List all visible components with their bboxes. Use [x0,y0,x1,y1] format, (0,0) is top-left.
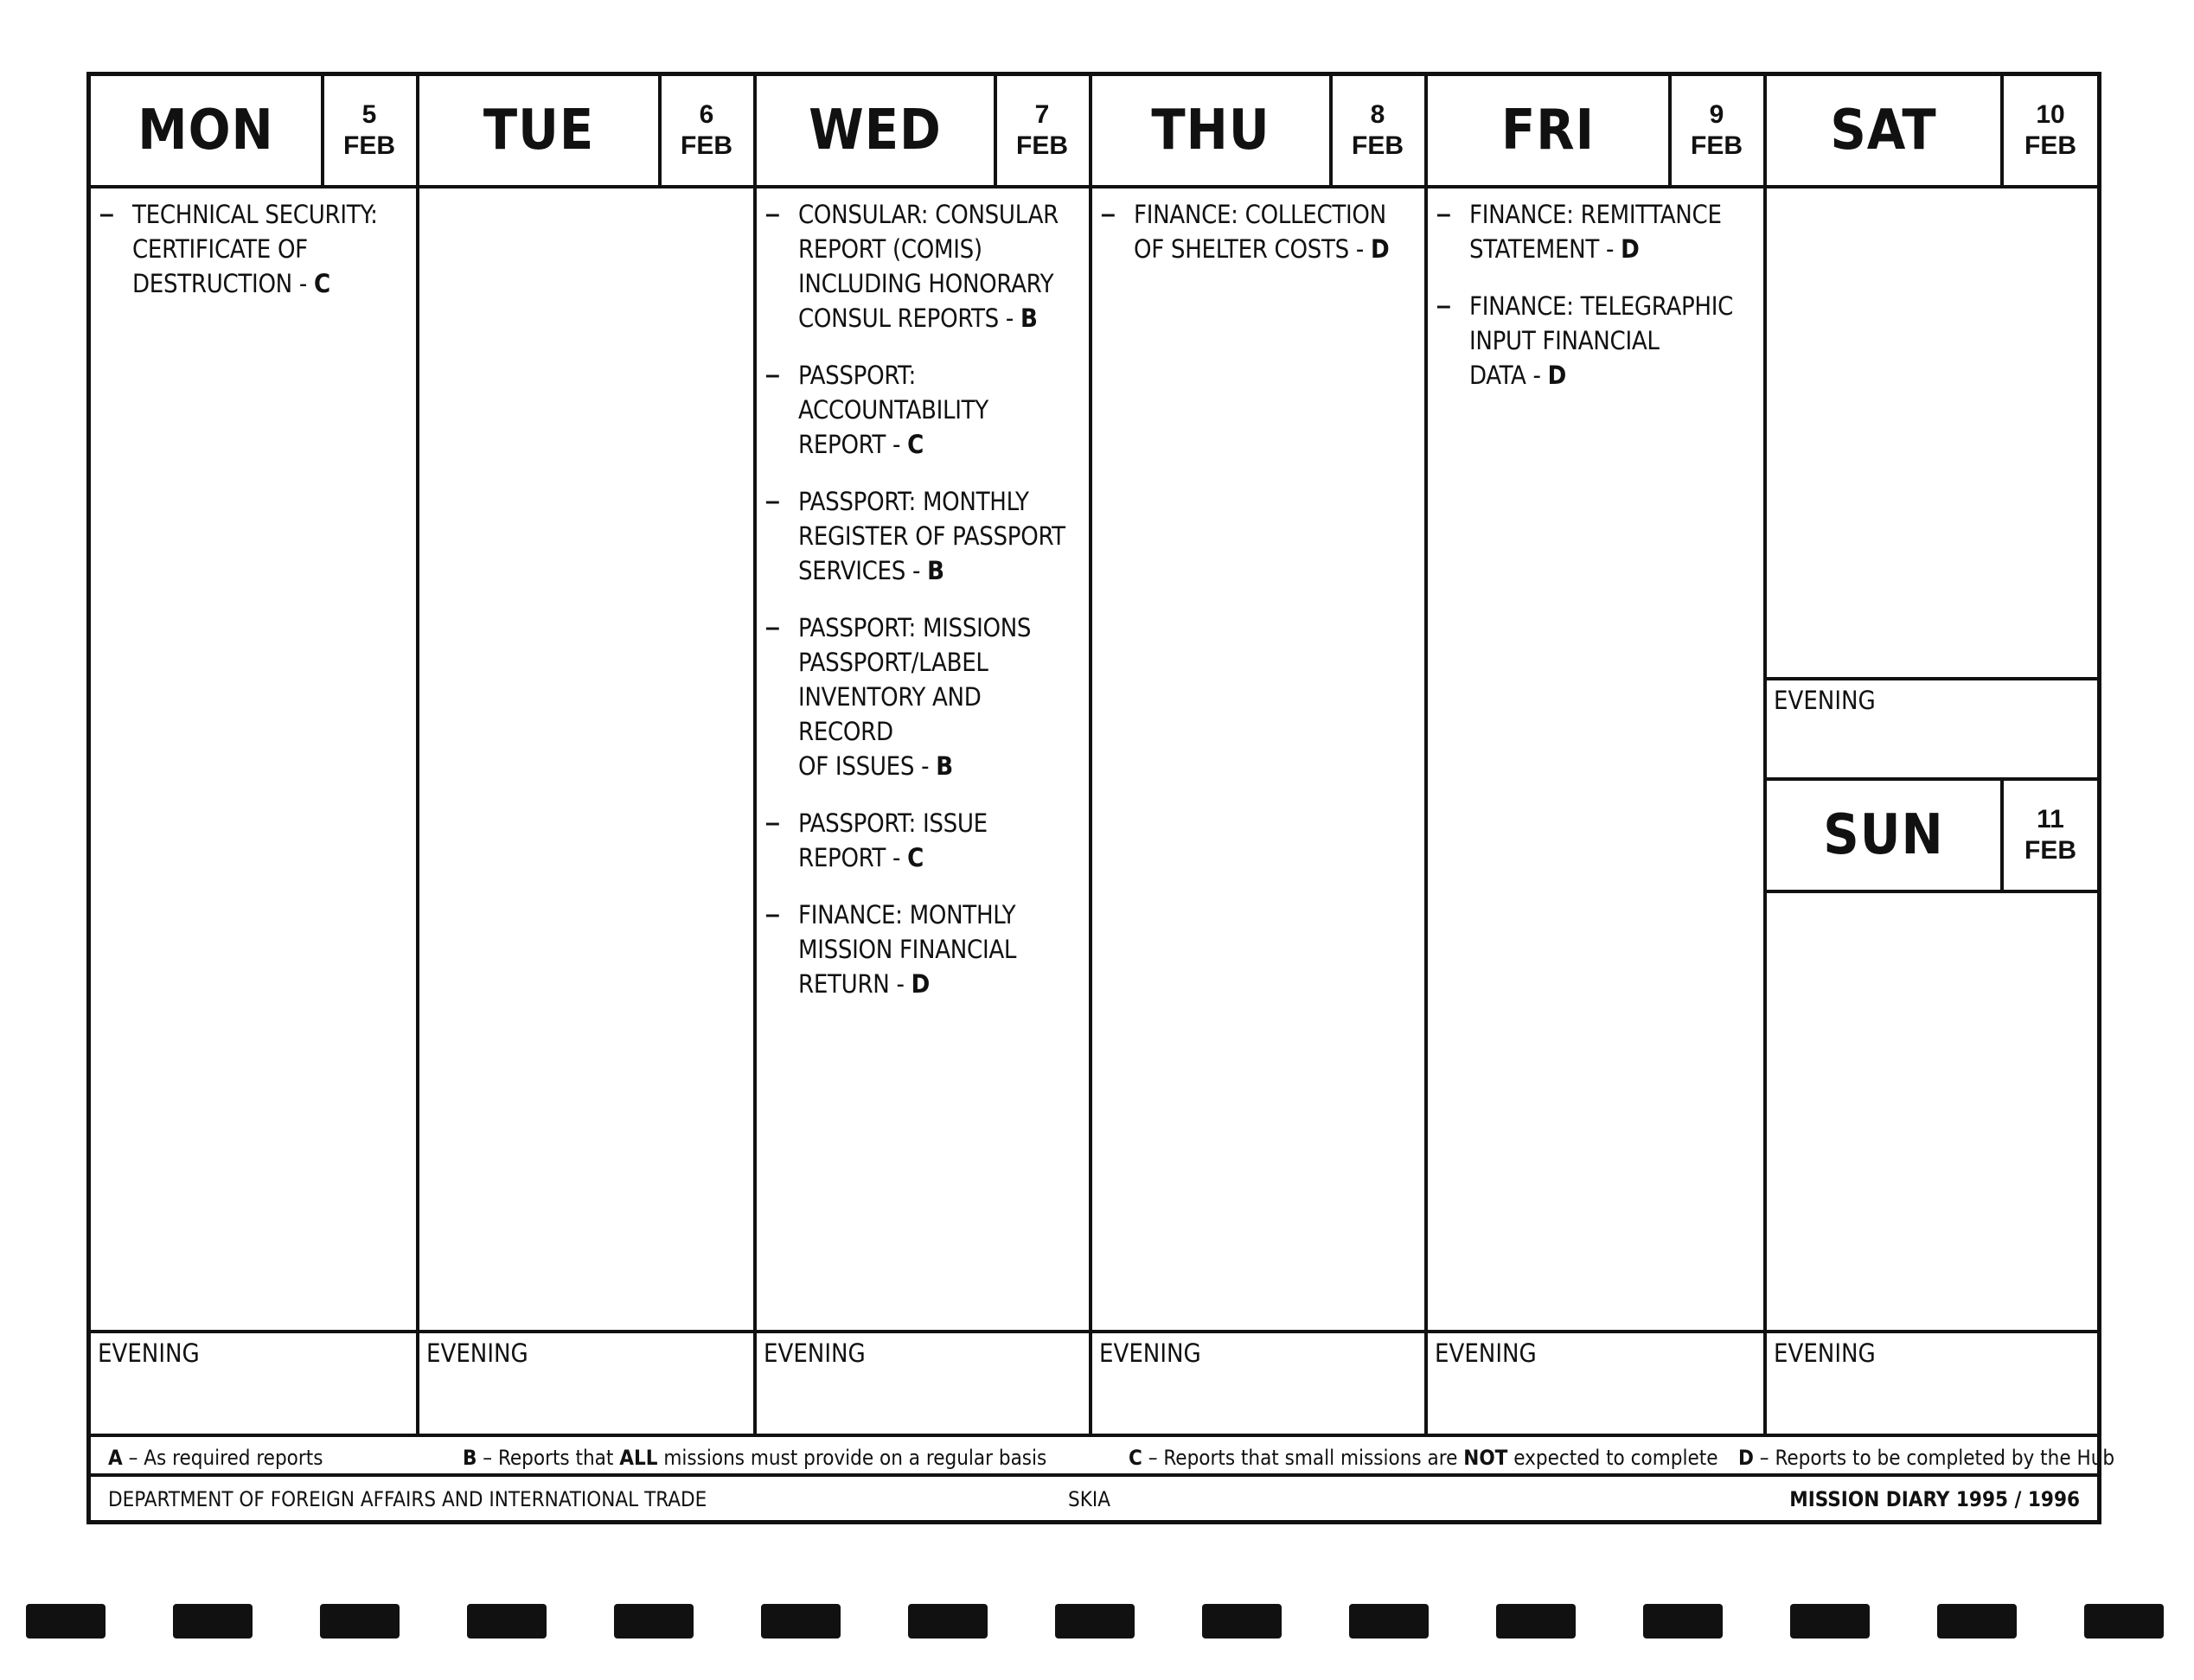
evening-label: EVENING [426,1338,528,1368]
day-number: 5 [361,100,377,129]
entry-text: FINANCE: COLLECTION OF SHELTER COSTS - [1134,200,1386,264]
day-number: 11 [2037,805,2064,834]
date-box [1670,76,1763,185]
month: FEB [1352,131,1404,160]
date-box [995,76,1089,185]
evening-section [91,1330,416,1434]
entry-code: C [907,843,924,872]
footer-center: SKIA [1068,1487,1110,1511]
entry-text: FINANCE: REMITTANCE STATEMENT - [1469,200,1722,264]
entry-code: D [1370,234,1390,264]
evening-label: EVENING [764,1338,866,1368]
perforation-mark [1349,1604,1429,1638]
day-name: SUN [1767,781,2004,890]
date-box [323,76,416,185]
perforation-mark [1202,1604,1282,1638]
day-name: MON [91,76,324,185]
perforation-mark [908,1604,988,1638]
date-box [2004,76,2097,185]
entry: – FINANCE: TELEGRAPHIC INPUT FINANCIAL DATA - D [1436,291,1734,390]
evening-section [1428,1330,1763,1434]
entry-text: TECHNICAL SECURITY: CERTIFICATE OF DESTRUCTION - [132,200,378,298]
perforation-mark [1055,1604,1135,1638]
day-name: SAT [1767,76,2004,185]
date-box [2004,781,2097,890]
perforation-mark [320,1604,400,1638]
evening-section [757,1330,1089,1434]
entry-text: PASSPORT: ACCOUNTABILITY REPORT - [798,361,988,459]
month: FEB [2024,836,2076,865]
perforation-mark [1496,1604,1576,1638]
day-number: 10 [2036,100,2065,129]
entry: – PASSPORT: MISSIONS PASSPORT/LABEL INVENTORY AND RECORD OF ISSUES - B [765,613,1032,781]
legend-item-d: D – Reports to be completed by the Hub [1738,1446,2115,1470]
entry: – FINANCE: COLLECTION OF SHELTER COSTS - D [1101,200,1390,264]
month: FEB [1691,131,1743,160]
entry: – PASSPORT: ISSUE REPORT - C [765,808,988,872]
date-box [660,76,753,185]
entry-code: C [907,430,924,459]
perforation-mark [761,1604,841,1638]
perforation-mark [467,1604,547,1638]
entry-text: FINANCE: MONTHLY MISSION FINANCIAL RETURN - [798,900,1017,999]
perforation-mark [26,1604,106,1638]
evening-label: EVENING [1774,1338,1876,1368]
day-name: TUE [419,76,662,185]
day-name: THU [1092,76,1333,185]
entry-text: PASSPORT: ISSUE REPORT - [798,808,988,872]
day-header [1428,76,1763,188]
entries [757,197,1089,1024]
legend [91,1434,2115,1477]
day-header-sun [1767,781,2097,893]
footer-diary-title: MISSION DIARY 1995 / 1996 [1789,1487,2080,1511]
day-column-mon [91,76,419,1434]
day-number: 8 [1370,100,1385,129]
evening-section [419,1330,753,1434]
day-name: WED [757,76,997,185]
day-name: FRI [1428,76,1672,185]
entry: – CONSULAR: CONSULAR REPORT (COMIS) INCLUDING HONORARY CONSUL REPORTS - B [765,200,1059,333]
footer [91,1477,2097,1520]
day-number: 6 [699,100,714,129]
entries [91,197,416,323]
entry-text: FINANCE: TELEGRAPHIC INPUT FINANCIAL DATA - [1469,291,1734,390]
footer-department: DEPARTMENT OF FOREIGN AFFAIRS AND INTERNATIONAL TRADE [108,1487,707,1511]
entry-text: PASSPORT: MISSIONS PASSPORT/LABEL INVENTORY AND RECORD OF ISSUES - [798,613,1032,781]
entry-code: D [1621,234,1640,264]
evening-label: EVENING [1099,1338,1201,1368]
entry-text: CONSULAR: CONSULAR REPORT (COMIS) INCLUDING HONORARY CONSUL REPORTS - [798,200,1059,333]
evening-label: EVENING [1435,1338,1537,1368]
entries [1092,197,1424,289]
perforation-mark [1643,1604,1723,1638]
entry: – FINANCE: MONTHLY MISSION FINANCIAL RETURN - D [765,900,1017,999]
date-box [1331,76,1424,185]
day-column-fri [1428,76,1767,1434]
entry-code: B [927,556,944,585]
perforation-mark [2084,1604,2164,1638]
evening-section-sat [1767,677,2097,781]
month: FEB [343,131,395,160]
day-header [1092,76,1424,188]
entry: – PASSPORT: ACCOUNTABILITY REPORT - C [765,361,988,459]
month: FEB [1016,131,1068,160]
perforation-mark [173,1604,253,1638]
evening-section [1092,1330,1424,1434]
day-header-sat [1767,76,2097,188]
entry: – FINANCE: REMITTANCE STATEMENT - D [1436,200,1722,264]
legend-item-c: C – Reports that small missions are NOT expected to complete [1129,1446,1718,1470]
entry: – TECHNICAL SECURITY: CERTIFICATE OF DESTRUCTION - C [99,200,378,298]
day-number: 9 [1709,100,1724,129]
perforation-mark [1937,1604,2017,1638]
day-number: 7 [1034,100,1050,129]
month: FEB [2024,131,2076,160]
day-column-tue [419,76,757,1434]
evening-label: EVENING [98,1338,200,1368]
day-header [91,76,416,188]
evening-section-sun [1767,1330,2097,1434]
mission-diary-page [86,72,2115,1524]
legend-item-a: A – As required reports [108,1446,323,1470]
day-column-sat-sun [1767,76,2097,1434]
evening-label: EVENING [1774,686,1876,715]
perforation-mark [614,1604,694,1638]
entry-code: B [1020,303,1038,333]
entry-text: PASSPORT: MONTHLY REGISTER OF PASSPORT SERVICES - [798,487,1065,585]
month: FEB [681,131,732,160]
day-header [757,76,1089,188]
entry-code: B [936,751,953,781]
entry-code: C [313,269,330,298]
entries [1428,197,1763,415]
perforation-mark [1790,1604,1870,1638]
legend-item-b: B – Reports that ALL missions must provide on a regular basis [463,1446,1047,1470]
entry-code: D [911,969,930,999]
entry: – PASSPORT: MONTHLY REGISTER OF PASSPORT SERVICES - B [765,487,1065,585]
day-header [419,76,753,188]
day-column-thu [1092,76,1428,1434]
day-column-wed [757,76,1092,1434]
entry-code: D [1547,361,1566,390]
